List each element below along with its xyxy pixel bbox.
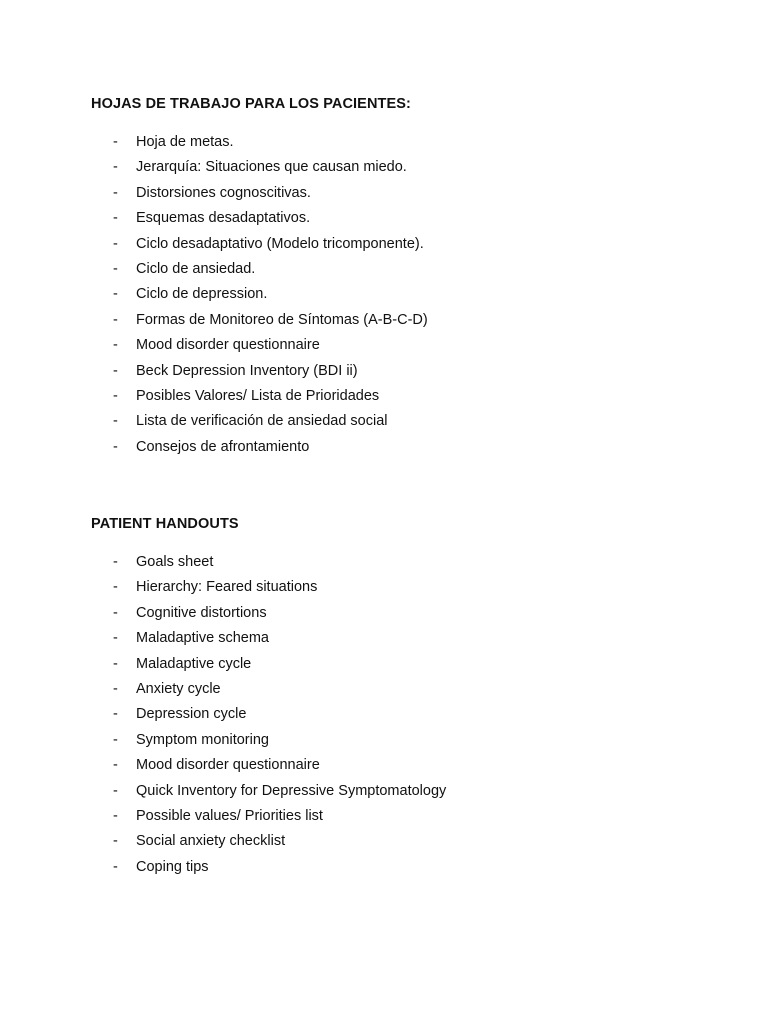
bullet-dash: - <box>113 731 118 748</box>
bullet-dash: - <box>113 311 118 328</box>
section-heading-en: PATIENT HANDOUTS <box>91 516 239 532</box>
bullet-dash: - <box>113 858 118 875</box>
list-item-text: Distorsiones cognoscitivas. <box>136 184 311 201</box>
list-item-text: Possible values/ Priorities list <box>136 807 323 824</box>
list-item-text: Jerarquía: Situaciones que causan miedo. <box>136 159 407 176</box>
bullet-dash: - <box>113 757 118 774</box>
bullet-dash: - <box>113 604 118 621</box>
bullet-dash: - <box>113 184 118 201</box>
list-item-text: Ciclo de depression. <box>136 286 268 303</box>
list-item-text: Hoja de metas. <box>136 134 234 150</box>
bullet-dash: - <box>113 680 118 697</box>
bullet-dash: - <box>113 387 118 404</box>
list-item-text: Formas de Monitoreo de Síntomas (A-B-C-D) <box>136 311 428 328</box>
list-item-text: Depression cycle <box>136 706 247 723</box>
bullet-dash: - <box>113 782 118 799</box>
list-item-text: Quick Inventory for Depressive Symptomatology <box>136 782 447 799</box>
bullet-dash: - <box>113 362 118 379</box>
list-item-text: Esquemas desadaptativos. <box>136 210 311 227</box>
list-item-text: Ciclo de ansiedad. <box>136 260 256 277</box>
list-item-text: Posibles Valores/ Lista de Prioridades <box>136 387 380 404</box>
bullet-dash: - <box>113 286 118 303</box>
bullet-dash: - <box>113 210 118 227</box>
list-item-text: Mood disorder questionnaire <box>136 757 320 774</box>
bullet-dash: - <box>113 630 118 647</box>
bullet-dash: - <box>113 706 118 723</box>
list-item-text: Mood disorder questionnaire <box>136 337 320 354</box>
list-item-text: Symptom monitoring <box>136 731 269 748</box>
bullet-dash: - <box>113 337 118 354</box>
bullet-dash: - <box>113 554 118 570</box>
bullet-dash: - <box>113 413 118 430</box>
list-item-text: Anxiety cycle <box>136 680 221 697</box>
bullet-dash: - <box>113 438 118 455</box>
list-item-text: Maladaptive schema <box>136 630 269 647</box>
bullet-dash: - <box>113 159 118 176</box>
bullet-dash: - <box>113 260 118 277</box>
bullet-dash: - <box>113 134 118 150</box>
bullet-dash: - <box>113 235 118 252</box>
list-item-text: Lista de verificación de ansiedad social <box>136 413 388 430</box>
list-item-text: Beck Depression Inventory (BDI ii) <box>136 362 358 379</box>
list-item-text: Goals sheet <box>136 554 214 570</box>
section-heading-es: HOJAS DE TRABAJO PARA LOS PACIENTES: <box>91 96 411 112</box>
list-item-text: Hierarchy: Feared situations <box>136 579 318 596</box>
bullet-dash: - <box>113 807 118 824</box>
bullet-dash: - <box>113 833 118 850</box>
list-item-text: Ciclo desadaptativo (Modelo tricomponente). <box>136 235 424 252</box>
list-item-text: Consejos de afrontamiento <box>136 438 310 455</box>
list-item-text: Social anxiety checklist <box>136 833 286 850</box>
list-item-text: Cognitive distortions <box>136 604 267 621</box>
list-item-text: Maladaptive cycle <box>136 655 252 672</box>
list-item-text: Coping tips <box>136 858 209 875</box>
bullet-dash: - <box>113 655 118 672</box>
bullet-dash: - <box>113 579 118 596</box>
